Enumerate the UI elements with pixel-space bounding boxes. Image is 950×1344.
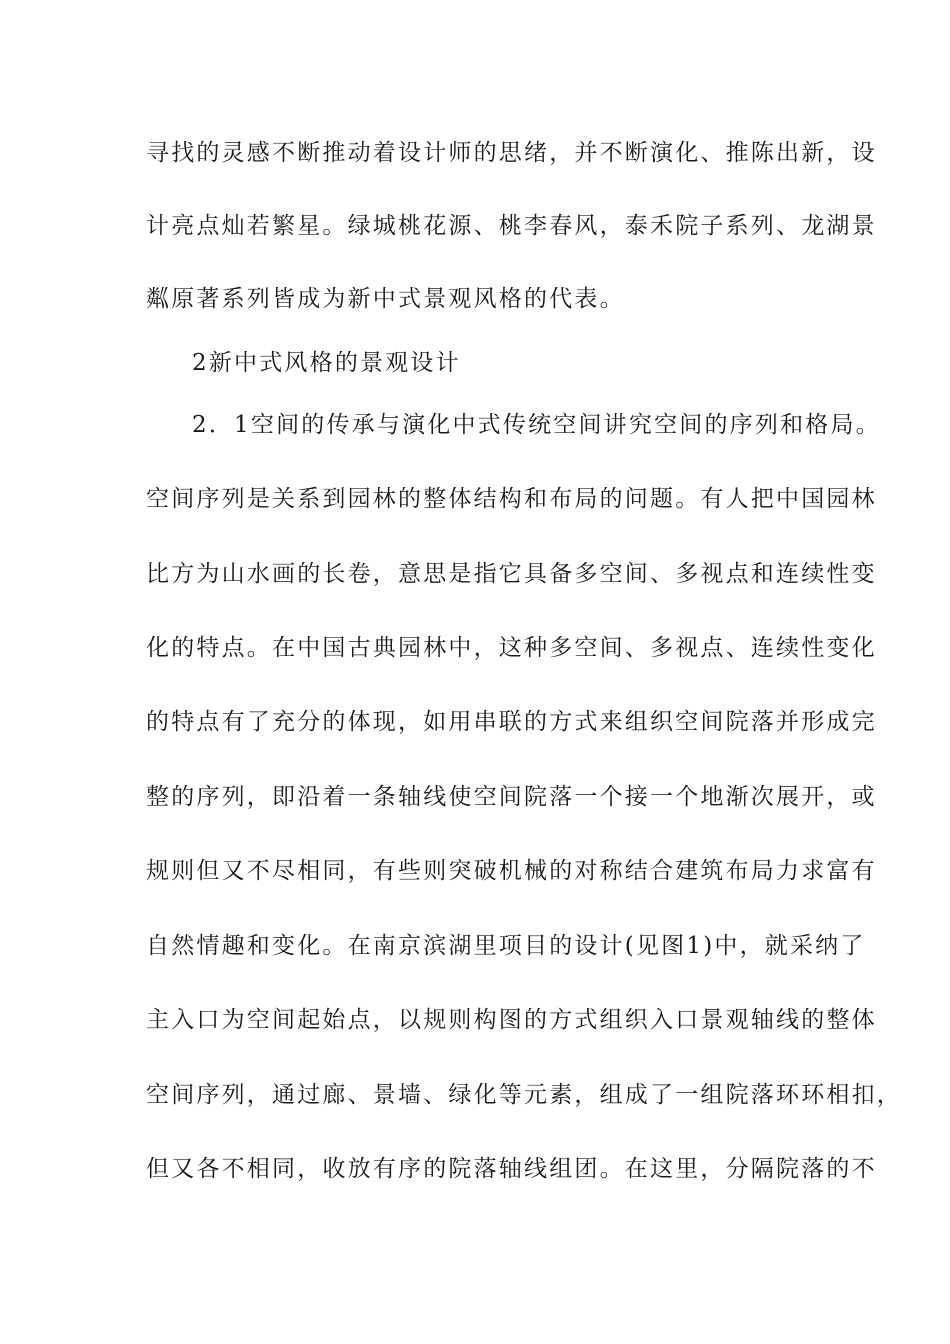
body-text-line: 规则但又不尽相同，有些则突破机械的对称结合建筑布局力求富有 [146, 858, 877, 884]
body-text-line: 化的特点。在中国古典园林中，这种多空间、多视点、连续性变化 [146, 635, 877, 661]
body-text-line: 自然情趣和变化。在南京滨湖里项目的设计(见图1)中，就采纳了 [146, 933, 866, 959]
body-text-line: 空间序列，通过廊、景墙、绿化等元素，组成了一组院落环环相扣， [146, 1082, 902, 1108]
body-text-line: 整的序列，即沿着一条轴线使空间院落一个接一个地渐次展开，或 [146, 784, 877, 810]
body-text-line: 主入口为空间起始点，以规则构图的方式组织入口景观轴线的整体 [146, 1007, 877, 1033]
body-text-line: 空间序列是关系到园林的整体结构和布局的问题。有人把中国园林 [146, 486, 877, 512]
body-text-line: 但又各不相同，收放有序的院落轴线组团。在这里，分隔院落的不 [146, 1156, 877, 1182]
section-heading: 2新中式风格的景观设计 [192, 350, 461, 376]
body-text-line: 比方为山水画的长卷，意思是指它具备多空间、多视点和连续性变 [146, 561, 877, 587]
subsection-heading-line: 2．1空间的传承与演化中式传统空间讲究空间的序列和格局。 [192, 412, 881, 438]
body-text-line: 计亮点灿若繁星。绿城桃花源、桃李春风，泰禾院子系列、龙湖景 [146, 213, 877, 239]
body-text-line: 寻找的灵感不断推动着设计师的思绪，并不断演化、推陈出新，设 [146, 140, 877, 166]
body-text-line: 的特点有了充分的体现，如用串联的方式来组织空间院落并形成完 [146, 709, 877, 735]
body-text-line: 粼原著系列皆成为新中式景观风格的代表。 [146, 286, 625, 312]
